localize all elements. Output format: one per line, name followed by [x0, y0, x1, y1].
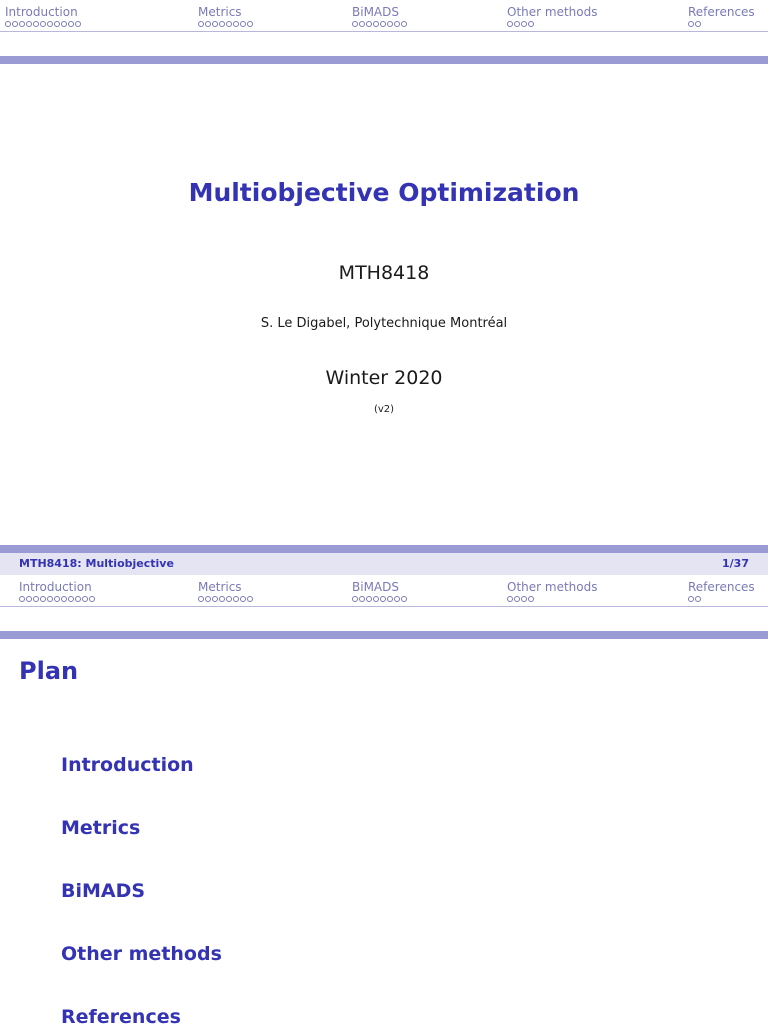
header-bar [0, 631, 768, 639]
table-of-contents [61, 751, 222, 1024]
nav-frame-dot[interactable] [695, 596, 701, 602]
nav-frame-dot[interactable] [205, 21, 211, 27]
nav-frame-dot[interactable] [68, 21, 74, 27]
nav-section-metrics[interactable] [198, 5, 253, 27]
course-code: MTH8418 [338, 262, 430, 284]
nav-frame-dot[interactable] [247, 21, 253, 27]
toc-item-metrics[interactable]: Metrics [61, 817, 141, 839]
nav-frame-dot[interactable] [247, 596, 253, 602]
nav-frame-dot[interactable] [75, 21, 81, 27]
nav-frame-dot[interactable] [373, 596, 379, 602]
nav-frame-dot[interactable] [240, 596, 246, 602]
nav-frame-dot[interactable] [514, 21, 520, 27]
nav-frame-dot[interactable] [352, 21, 358, 27]
nav-frame-dot[interactable] [5, 21, 11, 27]
nav-frame-dot[interactable] [89, 596, 95, 602]
nav-frame-dot[interactable] [507, 596, 513, 602]
nav-frame-dot[interactable] [54, 21, 60, 27]
nav-frame-dot[interactable] [528, 21, 534, 27]
nav-dots [352, 596, 407, 602]
nav-section-label: BiMADS [352, 5, 399, 19]
header-bar [0, 56, 768, 64]
nav-section-references[interactable] [688, 5, 755, 27]
nav-section-references[interactable] [688, 580, 755, 602]
plan-slide [0, 575, 768, 1024]
nav-section-label: BiMADS [352, 580, 399, 594]
nav-section-other-methods[interactable] [507, 580, 597, 602]
nav-frame-dot[interactable] [507, 21, 513, 27]
nav-frame-dot[interactable] [19, 21, 25, 27]
nav-frame-dot[interactable] [380, 21, 386, 27]
footer-title: MTH8418: Multiobjective [19, 557, 174, 570]
nav-section-metrics[interactable] [198, 580, 253, 602]
nav-frame-dot[interactable] [688, 21, 694, 27]
nav-frame-dot[interactable] [40, 21, 46, 27]
toc-item-other-methods[interactable]: Other methods [61, 943, 222, 965]
nav-frame-dot[interactable] [68, 596, 74, 602]
nav-dots [688, 596, 755, 602]
nav-section-label: Introduction [19, 580, 92, 594]
nav-section-introduction[interactable] [5, 5, 81, 27]
nav-section-bimads[interactable] [352, 5, 407, 27]
nav-frame-dot[interactable] [75, 596, 81, 602]
nav-section-introduction[interactable] [19, 580, 95, 602]
nav-section-label: Other methods [507, 580, 598, 594]
page-number: 1/37 [722, 557, 749, 570]
nav-frame-dot[interactable] [198, 21, 204, 27]
nav-frame-dot[interactable] [366, 596, 372, 602]
nav-frame-dot[interactable] [373, 21, 379, 27]
nav-frame-dot[interactable] [226, 596, 232, 602]
nav-frame-dot[interactable] [219, 21, 225, 27]
nav-frame-dot[interactable] [401, 596, 407, 602]
nav-frame-dot[interactable] [226, 21, 232, 27]
nav-section-label: Metrics [198, 580, 242, 594]
nav-frame-dot[interactable] [387, 596, 393, 602]
nav-frame-dot[interactable] [352, 596, 358, 602]
nav-frame-dot[interactable] [387, 21, 393, 27]
nav-frame-dot[interactable] [47, 596, 53, 602]
nav-frame-dot[interactable] [359, 21, 365, 27]
nav-section-label: References [688, 580, 755, 594]
nav-frame-dot[interactable] [401, 21, 407, 27]
presentation-title: Multiobjective Optimization [188, 178, 580, 207]
nav-frame-dot[interactable] [212, 596, 218, 602]
nav-section-label: References [688, 5, 755, 19]
nav-dots [352, 21, 407, 27]
nav-frame-dot[interactable] [19, 596, 25, 602]
author-line: S. Le Digabel, Polytechnique Montréal [260, 316, 508, 331]
nav-frame-dot[interactable] [26, 21, 32, 27]
nav-frame-dot[interactable] [695, 21, 701, 27]
footer [0, 553, 768, 575]
nav-frame-dot[interactable] [514, 596, 520, 602]
nav-section-bimads[interactable] [352, 580, 407, 602]
nav-divider [0, 31, 768, 32]
version-label: (v2) [373, 404, 395, 415]
footer-bar [0, 545, 768, 553]
nav-frame-dot[interactable] [394, 596, 400, 602]
navigation-bar [0, 0, 768, 36]
nav-frame-dot[interactable] [240, 21, 246, 27]
toc-item-references[interactable]: References [61, 1006, 181, 1024]
nav-frame-dot[interactable] [366, 21, 372, 27]
nav-dots [198, 596, 253, 602]
nav-frame-dot[interactable] [394, 21, 400, 27]
nav-frame-dot[interactable] [233, 596, 239, 602]
nav-frame-dot[interactable] [205, 596, 211, 602]
frame-title: Plan [19, 657, 79, 685]
nav-frame-dot[interactable] [61, 21, 67, 27]
nav-dots [688, 21, 755, 27]
toc-item-introduction[interactable]: Introduction [61, 754, 194, 776]
nav-frame-dot[interactable] [688, 596, 694, 602]
nav-frame-dot[interactable] [47, 21, 53, 27]
nav-frame-dot[interactable] [521, 21, 527, 27]
nav-divider [0, 606, 768, 607]
nav-frame-dot[interactable] [33, 596, 39, 602]
nav-frame-dot[interactable] [521, 596, 527, 602]
nav-section-label: Other methods [507, 5, 598, 19]
nav-frame-dot[interactable] [12, 21, 18, 27]
nav-frame-dot[interactable] [26, 596, 32, 602]
nav-frame-dot[interactable] [219, 596, 225, 602]
nav-frame-dot[interactable] [380, 596, 386, 602]
nav-frame-dot[interactable] [198, 596, 204, 602]
nav-frame-dot[interactable] [54, 596, 60, 602]
nav-frame-dot[interactable] [359, 596, 365, 602]
nav-dots [507, 596, 597, 602]
nav-frame-dot[interactable] [233, 21, 239, 27]
nav-section-label: Metrics [198, 5, 242, 19]
nav-frame-dot[interactable] [61, 596, 67, 602]
nav-frame-dot[interactable] [528, 596, 534, 602]
nav-dots [5, 21, 81, 27]
nav-dots [507, 21, 597, 27]
nav-dots [19, 596, 95, 602]
nav-frame-dot[interactable] [212, 21, 218, 27]
nav-section-other-methods[interactable] [507, 5, 597, 27]
nav-frame-dot[interactable] [33, 21, 39, 27]
nav-frame-dot[interactable] [40, 596, 46, 602]
nav-dots [198, 21, 253, 27]
navigation-bar [0, 575, 768, 611]
nav-frame-dot[interactable] [82, 596, 88, 602]
nav-section-label: Introduction [5, 5, 78, 19]
toc-item-bimads[interactable]: BiMADS [61, 880, 146, 902]
term-label: Winter 2020 [325, 367, 443, 389]
